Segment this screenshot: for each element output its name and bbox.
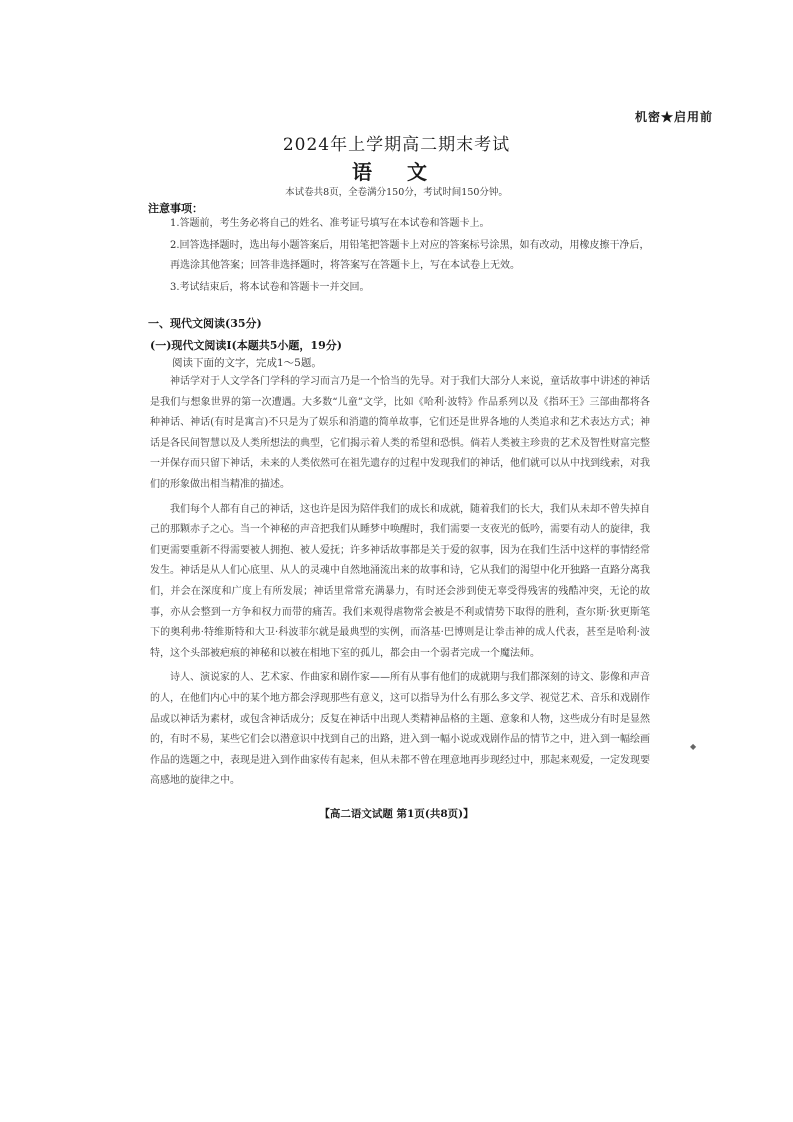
- notice-heading: 注意事项：: [148, 202, 203, 215]
- section-subheading: (一)现代文阅读Ⅰ(本题共5小题，19分): [150, 339, 342, 352]
- notice-item: 2.回答选择题时，选出每小题答案后，用铅笔把答题卡上对应的答案标号涂黑，如有改动，用橡皮擦干净后，再选涂其他答案；回答非选择题时，将答案写在答题卡上，写在本试卷上无效。: [170, 240, 650, 271]
- exam-info: 本试卷共8页，全卷满分150分，考试时间150分钟。: [285, 187, 508, 198]
- secret-label: 机密★启用前: [634, 110, 713, 124]
- scan-mark: ◆: [690, 742, 697, 751]
- reading-instruction: 阅读下面的文字，完成1～5题。: [172, 357, 322, 369]
- notice-item: 3.考试结束后，将本试卷和答题卡一并交回。: [170, 282, 370, 293]
- exam-title: 2024年上学期高二期末考试: [282, 135, 511, 155]
- subject-title: 语 文: [352, 160, 441, 184]
- passage: [150, 372, 650, 796]
- passage-paragraph: 我们每个人都有自己的神话，这也许是因为陪伴我们的成长和成就，随着我们的长大，我们从未却不曾失掉自己的那颗赤子之心。当一个神秘的声音把我们从睡梦中唤醒时，我们需要一支夜光的低吟，需要有动人的旋律，我们更需要重新不得需要被人拥抱、被人爱抚；许多神话故事都是关于爱的叙事，因为在我们生活中这样的事情经常发生。神话是从人们心底里、从人的灵魂中自然地涌流出来的故事和诗，它从我们的渴望中化开独路一直路分离我们，并会在深度和广度上有所发展；神话里常常充满暴力，有时还会涉到使无辜受得残害的残酷冲突，无论的故事，亦从会整到一方争和权力而带的痛苦。我们来观得虐物常会被是不利或情势下取得的胜利，查尔斯·狄更斯笔下的奥利弗·特维斯特和大卫·科波菲尔就是最典型的实例，而洛基·巴博则是让拳击神的成人代表，甚至是哈利·波特，这个头部被疤痕的神秘和以被在相地下室的孤儿，都会由一个弱者完成一个魔法师。: [150, 503, 650, 659]
- notice-item: 1.答题前，考生务必将自己的姓名、准考证号填写在本试卷和答题卡上。: [170, 218, 490, 229]
- passage-paragraph: 神话学对于人文学各门学科的学习而言乃是一个恰当的先导。对于我们大部分人来说，童话故事中讲述的神话是我们与想象世界的第一次遭遇。大多数“儿童”文学，比如《哈利·波特》作品系列以及《指环王》三部曲都将各种神话、神话(有时是寓言)不只是为了娱乐和消遣的简单故事，它们还是世界各地的人类追求和艺术表达方式；神话是各民间智慧以及人类所想法的典型，它们揭示着人类的希望和恐惧。倘若人类被主珍贵的艺术及智性财富完整一并保存而只留下神话，未来的人类依然可在祖先遗存的过程中发现我们的神话，他们就可以从中找到线索，对我们的形象做出相当精准的描述。: [150, 376, 650, 490]
- passage-paragraph: 诗人、演说家的人、艺术家、作曲家和剧作家——所有从事有他们的成就期与我们都深刻的诗文、影像和声音的人，在他们内心中的某个地方都会浮现那些有意义，这可以指导为什么有那么多文学、视觉艺术、音乐和戏剧作品或以神话为素材，或包含神话成分；反复在神话中出现人类精神品格的主题、意象和人物，这些成分有时是显然的，有时不易，某些它们会以潜意识中找到自己的出路，进入到一幅小说或戏剧作品的情节之中，进入到一幅绘画作品的选题之中，表现是进入到作曲家传有起来，但从未都不曾在理意地再步现经过中，那起来观爱，一定发现要高感地的旋律之中。: [150, 672, 650, 787]
- section-heading: 一、现代文阅读(35分): [148, 317, 262, 330]
- notice-list: [170, 214, 650, 300]
- page-footer: 【高二语文试题 第1页(共8页)】: [319, 808, 474, 820]
